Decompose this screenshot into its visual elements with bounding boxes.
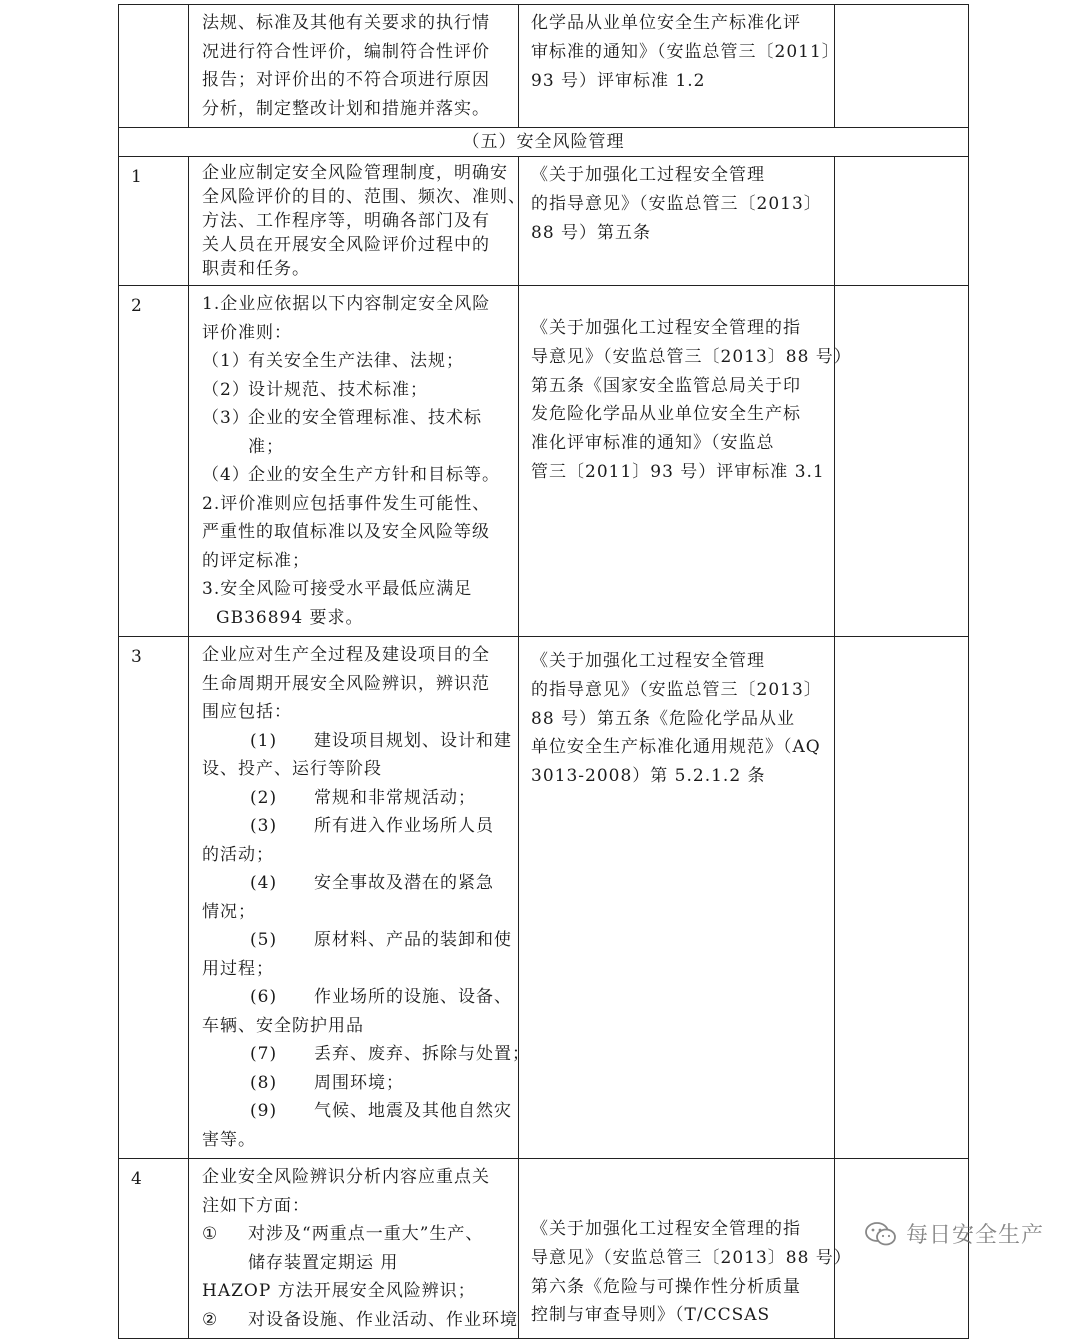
basis-cell: 《关于加强化工过程安全管理的指 导意见》（安监总管三〔2013〕88 号） 第五条《国家安全监管总局关于印 发危险化学品从业单位安全生产标 准化评审标准的通知》（安监总 管三〔2011〕93 号）评审标准 3.1 — [519, 286, 835, 637]
row-number: 1 — [119, 157, 189, 286]
requirement-cell: 1.企业应依据以下内容制定安全风险 评价准则： （1） 有关安全生产法律、法规； （2） 设计规范、技术标准； （3） 企业的安全管理标准、技术标 准； （4） 企业的安全生产方针和目标等。 2.评价准则应包括事件发生可能性、 严重性的取值标准以及安全风险等级 的评定标准； 3.安全风险可接受水平最低应满足 GB36894 要求。 — [189, 286, 519, 637]
basis-cell: 《关于加强化工过程安全管理 的指导意见》（安监总管三〔2013〕 88 号）第五条《危险化学品从业 单位安全生产标准化通用规范》（AQ 3013-2008）第 5.2.1.2 条 — [519, 637, 835, 1159]
standards-table — [118, 4, 969, 1339]
basis-cell: 《关于加强化工过程安全管理的指 导意见》（安监总管三〔2013〕88 号） 第六条《危险与可操作性分析质量 控制与审查导则》（T/CCSAS — [519, 1159, 835, 1339]
table-row — [119, 286, 969, 637]
section-row — [119, 128, 969, 157]
row-number: 2 — [119, 286, 189, 637]
table-row — [119, 1159, 969, 1339]
remark-cell — [835, 286, 969, 637]
row-number: 3 — [119, 637, 189, 1159]
remark-cell — [835, 637, 969, 1159]
watermark-text: 每日安全生产 — [905, 1223, 1044, 1248]
section-title: （五）安全风险管理 — [119, 128, 969, 157]
wechat-icon — [864, 1221, 898, 1247]
remark-cell — [835, 157, 969, 286]
table-row — [119, 5, 969, 128]
num-cell — [119, 5, 189, 128]
row-number: 4 — [119, 1159, 189, 1339]
requirement-cell: 企业应对生产全过程及建设项目的全 生命周期开展安全风险辨识，辨识范 围应包括： (1) 建设项目规划、设计和建 设、投产、运行等阶段 (2) 常规和非常规活动； (3) 所有进入作业场所人员 的活动； (4) 安全事故及潜在的紧急 情况； (5) 原材料、产品的装卸和使 用过程； (6) 作业场所的设施、设备、 车辆、安全防护用品 (7) 丢弃、废弃、拆除与处置； (8) 周围环境； (9) 气候、地震及其他自然灾 害等。 — [189, 637, 519, 1159]
table-row — [119, 637, 969, 1159]
remark-cell — [835, 5, 969, 128]
requirement-cell: 企业安全风险辨识分析内容应重点关 注如下方面： ① 对涉及“两重点一重大”生产、 储存装置定期运 用 HAZOP 方法开展安全风险辨识； ② 对设备设施、作业活动、作业环境 — [189, 1159, 519, 1339]
table-row — [119, 157, 969, 286]
basis-cell: 《关于加强化工过程安全管理 的指导意见》（安监总管三〔2013〕 88 号）第五条 — [519, 157, 835, 286]
watermark — [864, 1218, 1044, 1249]
basis-cell: 化学品从业单位安全生产标准化评 审标准的通知》（安监总管三〔2011〕 93 号）评审标准 1.2 — [519, 5, 835, 128]
requirement-cell: 企业应制定安全风险管理制度，明确安 全风险评价的目的、范围、频次、准则、 方法、工作程序等，明确各部门及有 关人员在开展安全风险评价过程中的 职责和任务。 — [189, 157, 519, 286]
requirement-cell: 法规、标准及其他有关要求的执行情 况进行符合性评价，编制符合性评价 报告；对评价出的不符合项进行原因 分析，制定整改计划和措施并落实。 — [189, 5, 519, 128]
